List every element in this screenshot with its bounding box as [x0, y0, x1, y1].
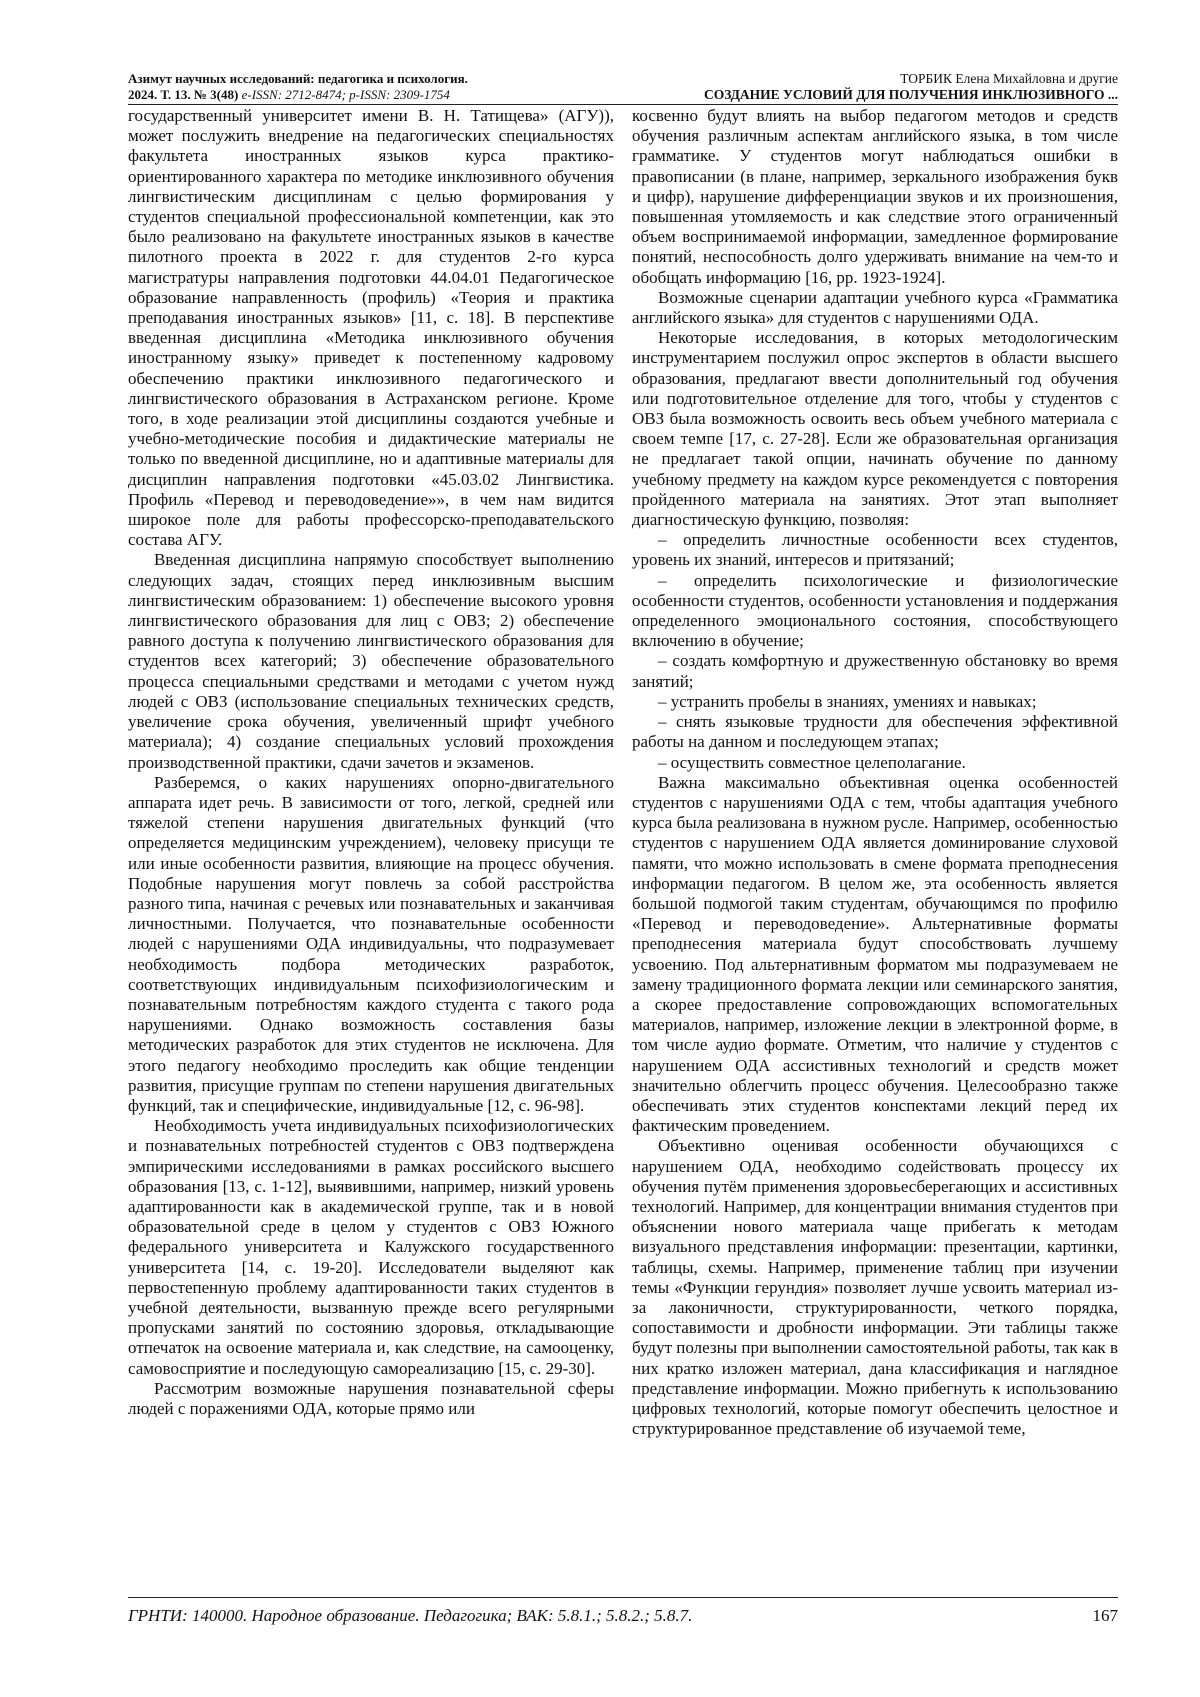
footer-rule	[128, 1597, 1118, 1598]
paragraph: Объективно оценивая особенности обучающихся с нарушением ОДА, необходимо содействовать процессу их обучения путём применения здоровьесберегающих и ассистивных технологий. Например, для концентрации внимания студентов при объяснении нового материала чаще прибегать к методам визуального представления информации: презентации, картинки, таблицы, схемы. Например, применение таблиц при изучении темы «Функции герундия» позволяет лучше усвоить материал из-за лаконичности, структурированности, четкого порядка, сопоставимости и дробности информации. Эти таблицы также будут полезны при выполнении самостоятельной работы, так как в них кратко изложен материал, дана классификация и наглядное представление информации. Можно прибегнуть к использованию цифровых технологий, которые помогут обеспечить целостное и структурированное представление об изучаемой теме,	[632, 1136, 1118, 1439]
paragraph: Рассмотрим возможные нарушения познавательной сферы людей с поражениями ОДА, которые прямо или	[128, 1378, 614, 1418]
paragraph: Некоторые исследования, в которых методологическим инструментарием послужил опрос экспертов в области высшего образования, предлагают ввести дополнительный год обучения или подготовительное отделение для того, чтобы у студентов с ОВЗ была возможность освоить весь объем учебного материала с своем темпе [17, с. 27-28]. Если же образовательная организация не предлагает такой опции, начинать обучение по данному учебному предмету на каждом курсе рекомендуется с повторения пройденного материала на занятиях. Этот этап выполняет диагностическую функцию, позволяя:	[632, 328, 1118, 530]
volume: 2024. Т. 13. № 3(48)	[128, 87, 239, 102]
paragraph: косвенно будут влиять на выбор педагогом методов и средств обучения различным аспектам английского языка, в том числе грамматике. У студентов могут наблюдаться ошибки в правописании (в плане, например, зеркального изображения букв и цифр), нарушение дифференциации звуков и их произношения, повышенная утомляемость и как следствие этого ограниченный объем воспринимаемой информации, замедленное формирование понятий, неспособность долго удерживать внимание на чем-то и обобщать информацию [16, pp. 1923-1924].	[632, 106, 1118, 287]
authors: ТОРБИК Елена Михайловна и другие	[900, 71, 1118, 86]
list-item: – осуществить совместное целеполагание.	[658, 752, 966, 772]
running-footer	[128, 1606, 1118, 1632]
journal-info	[128, 71, 468, 103]
running-header	[128, 71, 1118, 107]
paragraph: Возможные сценарии адаптации учебного курса «Грамматика английского языка» для студентов с нарушениями ОДА.	[632, 287, 1118, 328]
right-column	[632, 106, 1118, 1588]
header-rule	[128, 104, 1118, 105]
issn: e-ISSN: 2712-8474; p-ISSN: 2309-1754	[241, 87, 450, 102]
left-column	[128, 106, 614, 1588]
paragraph: Введенная дисциплина напрямую способствует выполнению следующих задач, стоящих перед инклюзивным высшим лингвистическим образованием: 1) обеспечение высокого уровня лингвистического образования для лиц с ОВЗ; 2) обеспечение равного доступа к получению лингвистического образования для студентов всех категорий; 3) обеспечение образовательного процесса специальными средствами и методами с учетом нужд людей с ОВЗ (использование специальных технических средств, увеличение срока обучения, увеличенный шрифт учебного материала); 4) создание специальных условий прохождения производственной практики, сдачи зачетов и экзаменов.	[128, 550, 614, 772]
list-item: – определить личностные особенности всех студентов, уровень их знаний, интересов и притязаний;	[632, 530, 1118, 570]
article-title: СОЗДАНИЕ УСЛОВИЙ ДЛЯ ПОЛУЧЕНИЯ ИНКЛЮЗИВНОГО ...	[704, 87, 1118, 102]
journal-name: Азимут научных исследований: педагогика и психология.	[128, 71, 468, 86]
page-number: 167	[1092, 1606, 1118, 1625]
classification: ГРНТИ: 140000. Народное образование. Педагогика; ВАК: 5.8.1.; 5.8.2.; 5.8.7.	[128, 1606, 693, 1625]
paragraph: государственный университет имени В. Н. Татищева» (АГУ)), может послужить внедрение на педагогических специальностях факультета иностранных языков курса практико-ориентированного характера по методике инклюзивного обучения лингвистическим дисциплинам с целью формирования у студентов специальной профессиональной компетенции, как это было реализовано на факультете иностранных языков в качестве пилотного проекта в 2022 г. для студентов 2-го курса магистратуры направления подготовки 44.04.01 Педагогическое образование направленность (профиль) «Теория и практика преподавания иностранных языков» [11, с. 18]. В перспективе введенная дисциплина «Методика инклюзивного обучения иностранному языку» приведет к постепенному кадровому обеспечению практики инклюзивного педагогического и лингвистического образования в Астраханском регионе. Кроме того, в ходе реализации этой дисциплины создаются учебные и учебно-методические пособия и дидактические материалы не только по введенной дисциплине, но и адаптивные материалы для дисциплин направления подготовки «45.03.02 Лингвистика. Профиль «Перевод и переводоведение»», в чем нам видится широкое поле для работы профессорско-преподавательского состава АГУ.	[128, 106, 614, 550]
list-item: – устранить пробелы в знаниях, умениях и навыках;	[658, 691, 1037, 711]
paragraph: Разберемся, о каких нарушениях опорно-двигательного аппарата идет речь. В зависимости от того, легкой, средней или тяжелой степени нарушения двигательных функций (что определяется медицинским учреждением), человеку присущи те или иные особенности развития, влияющие на процесс обучения. Подобные нарушения могут повлечь за собой расстройства разного типа, начиная с речевых или познавательных и заканчивая личностными. Получается, что познавательные особенности людей с нарушениями ОДА индивидуальны, что подразумевает необходимость подбора методических разработок, соответствующих индивидуальным психофизиологическим и познавательным потребностям каждого студента с такого рода нарушениями. Однако возможность составления базы методических разработок для этих студентов не исключена. Для этого педагогу необходимо проследить как общие тенденции развития, присущие группам по степени нарушения двигательных функций, так и специфические, индивидуальные [12, с. 96-98].	[128, 772, 614, 1115]
list-item: – определить психологические и физиологические особенности студентов, особенности установления и поддержания определенного эмоционального состояния, способствующего включению в обучение;	[632, 570, 1118, 651]
list-item: – снять языковые трудности для обеспечения эффективной работы на данном и последующем этапах;	[632, 712, 1118, 752]
paragraph: Важна максимально объективная оценка особенностей студентов с нарушениями ОДА с тем, чтобы адаптация учебного курса была реализована в нужном русле. Например, особенностью студентов с нарушением ОДА является доминирование слуховой памяти, что можно использовать в смене формата преподнесения информации педагогом. В целом же, эта особенность является большой подмогой таким студентам, обучающимся по профилю «Перевод и переводоведение». Альтернативные форматы преподнесения материала будут способствовать лучшему усвоению. Под альтернативным форматом мы подразумеваем не замену традиционного формата лекции или семинарского занятия, а скорее предоставление сопровождающих вспомогательных материалов, например, изложение лекции в электронной форме, в том числе аудио формате. Отметим, что наличие у студентов с нарушением ОДА ассистивных технологий и средств может значительно облегчить процесс обучения. Целесообразно также обеспечивать этих студентов конспектами лекций перед их фактическим проведением.	[632, 772, 1118, 1136]
list-item: – создать комфортную и дружественную обстановку во время занятий;	[632, 651, 1118, 691]
journal-issue	[128, 87, 468, 103]
paragraph: Необходимость учета индивидуальных психофизиологических и познавательных потребностей студентов с ОВЗ подтверждена эмпирическими исследованиями в рамках российского высшего образования [13, с. 1-12], выявившими, например, низкий уровень адаптированности как в академической группе, так и в новой образовательной среде в целом у студентов с ОВЗ Южного федерального университета и Калужского государственного университета [14, с. 19-20]. Исследователи выделяют как первостепенную проблему адаптированности таких студентов в учебной деятельности, вызванную прежде всего регулярными пропусками занятий по состоянию здоровья, откладывающие отпечаток на освоение материала и, как следствие, на самооценку, самовосприятие и последующую самореализацию [15, с. 29-30].	[128, 1116, 614, 1378]
article-info	[704, 71, 1118, 103]
